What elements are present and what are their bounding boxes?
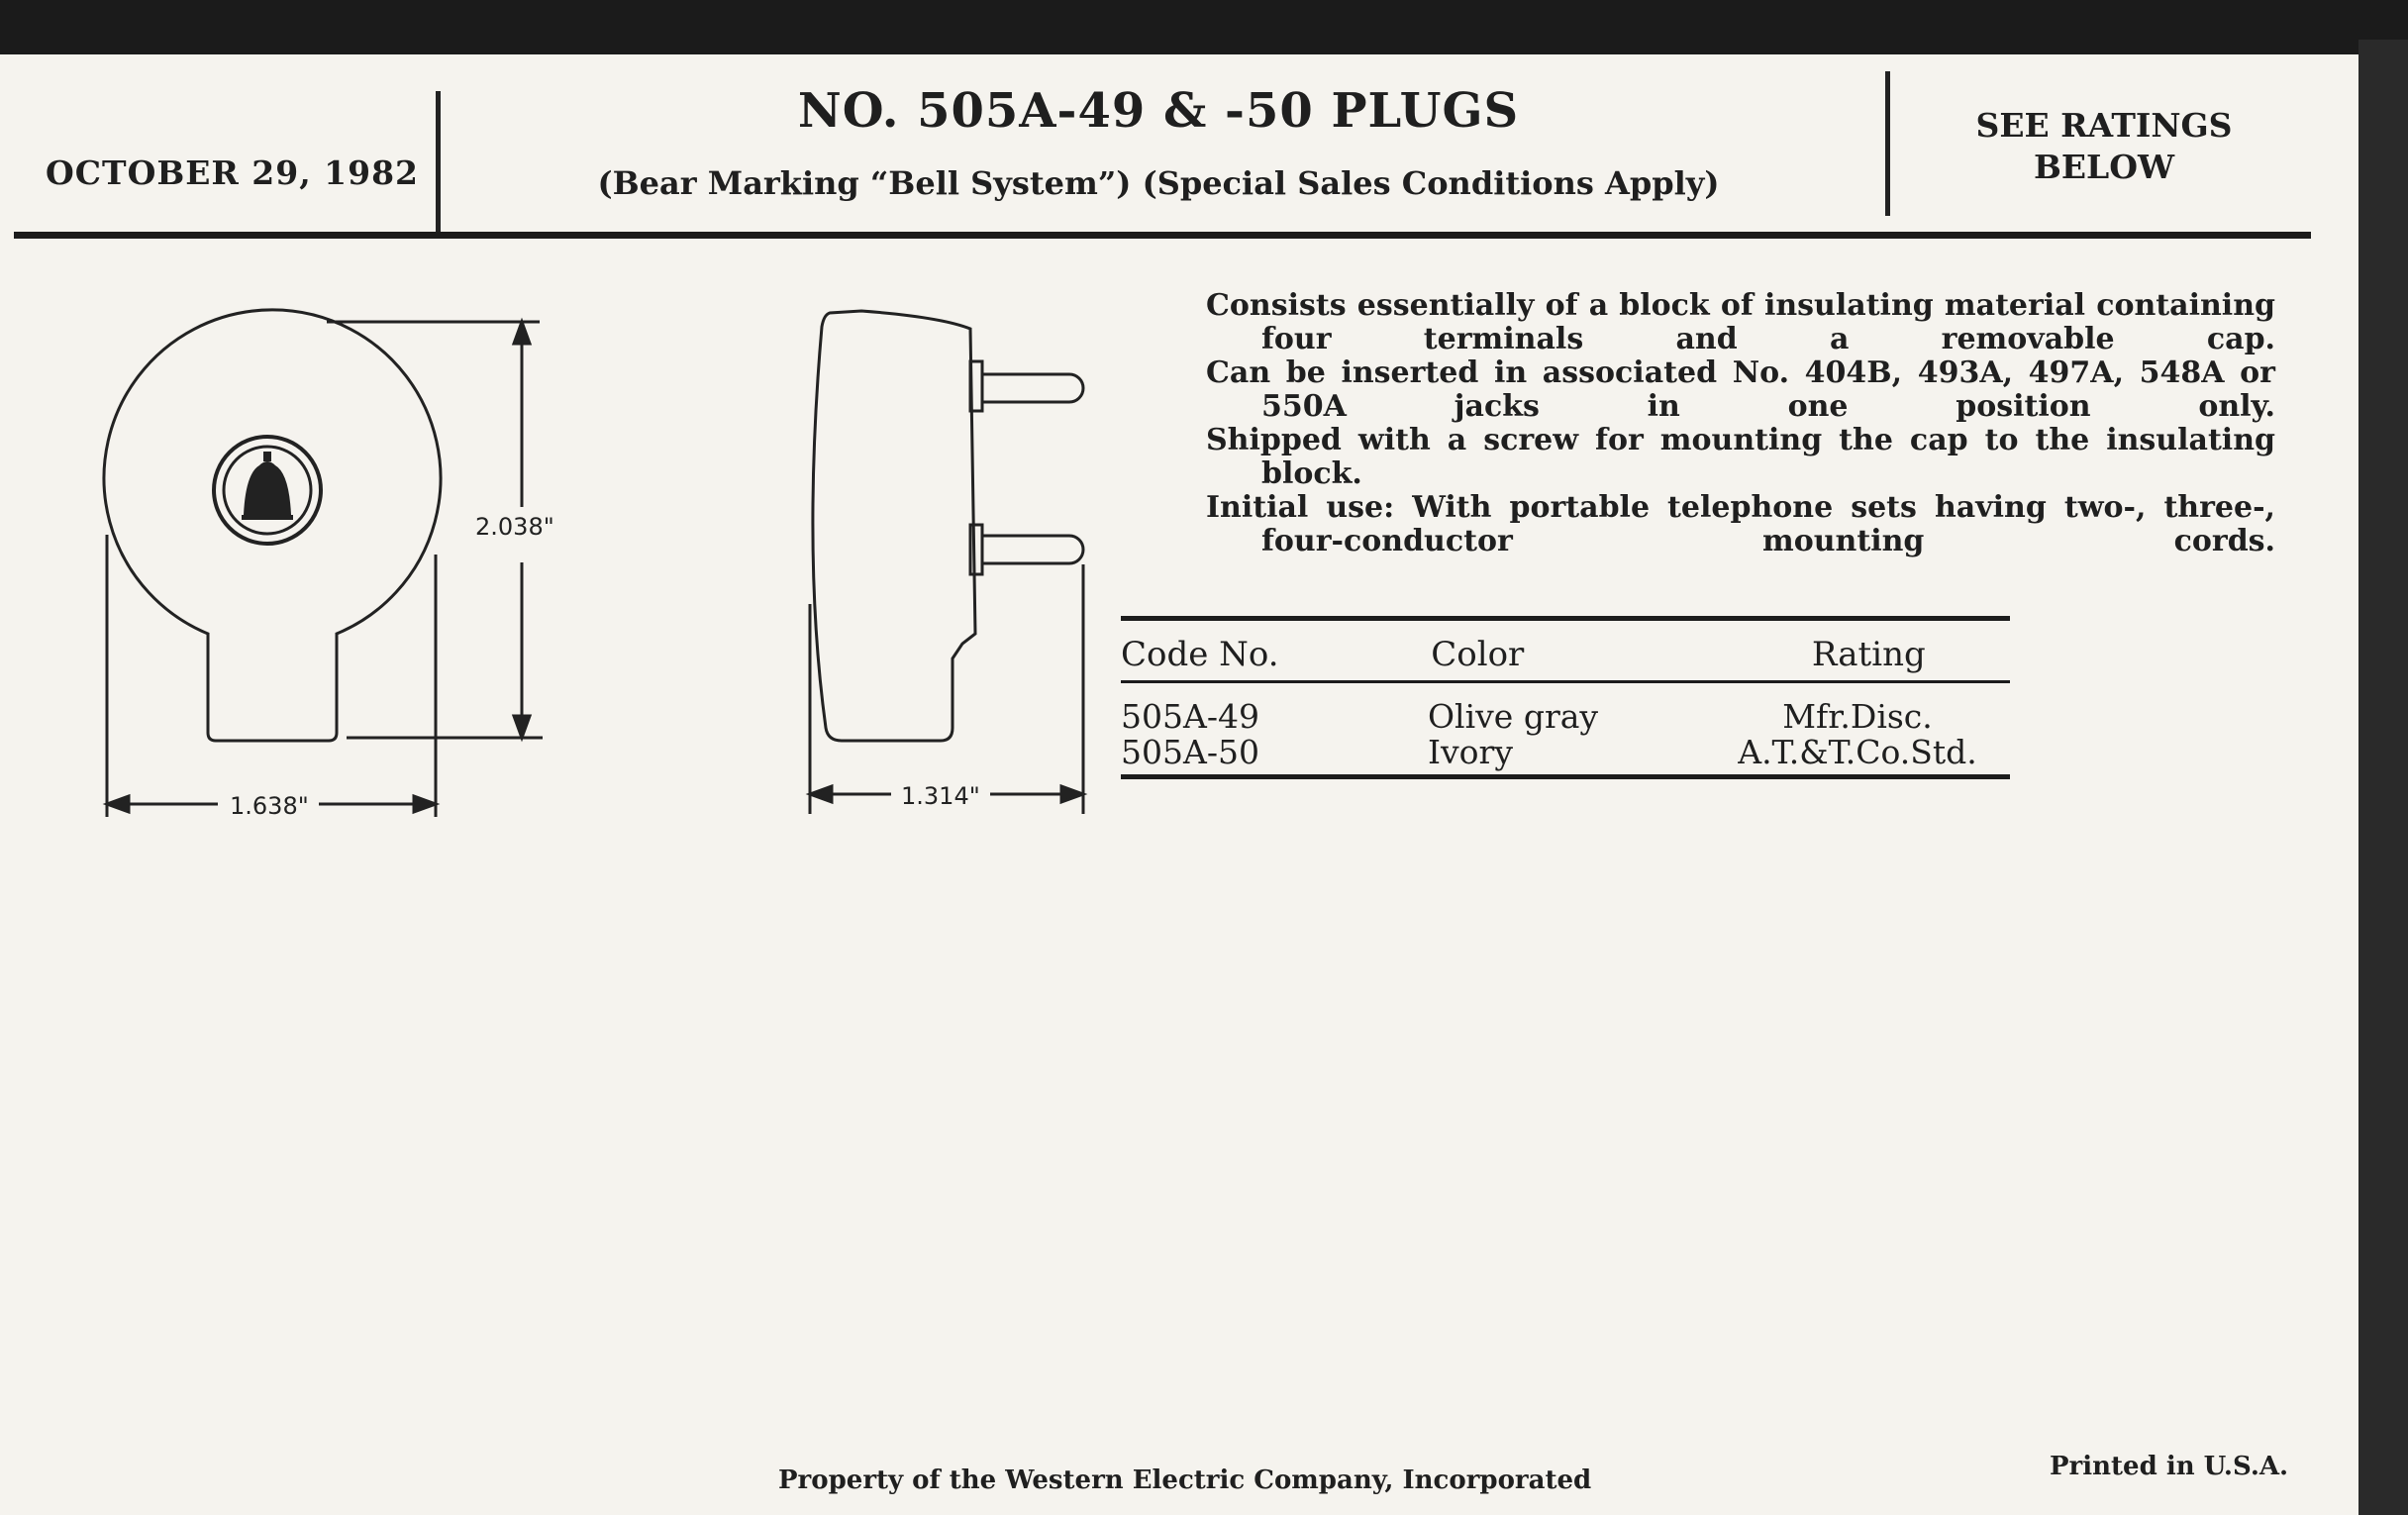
front-height-label: 2.038" [475,513,554,541]
column-header-color: Color [1431,635,1525,674]
description-paragraph: Consists essentially of a block of insulating material containing four terminals and a removable cap. [1206,288,2275,356]
description-paragraph: Shipped with a screw for mounting the cap to the insulating block. [1206,423,2275,491]
column-header-code: Code No. [1121,635,1279,674]
sheet-date: OCTOBER 29, 1982 [46,153,420,192]
description-paragraph: Can be inserted in associated No. 404B, 493A, 497A, 548A or 550A jacks in one position only. [1206,355,2275,424]
front-width-label: 1.638" [230,792,309,820]
column-header-rating: Rating [1811,635,1926,674]
printed-notice: Printed in U.S.A. [2050,1452,2289,1481]
property-notice: Property of the Western Electric Company, Incorporated [778,1465,1592,1495]
table-row [1121,735,2010,770]
ratings-note-line2: BELOW [2033,148,2175,186]
description [1206,289,2275,558]
page-title: NO. 505A-49 & -50 PLUGS [797,83,1520,139]
color-cell: Ivory [1428,733,1513,771]
front-view-drawing [104,310,543,817]
page-subtitle: (Bear Marking “Bell System”) (Special Sales Conditions Apply) [597,164,1720,202]
table-rule-bottom [1121,774,2010,779]
side-view-drawing [810,311,1083,814]
description-paragraph: Initial use: With portable telephone sets having two-, three-, four-conductor mounting cords. [1206,490,2275,558]
rating-cell: Mfr.Disc. [1782,697,1933,736]
code-cell: 505A-49 [1121,697,1259,736]
side-width-label: 1.314" [901,782,980,810]
color-cell: Olive gray [1428,697,1599,736]
ratings-table [1121,616,2010,779]
rating-cell: A.T.&T.Co.Std. [1738,733,1977,771]
table-header-row [1121,621,2010,672]
code-cell: 505A-50 [1121,733,1259,771]
ratings-note-line1: SEE RATINGS [1975,106,2233,145]
table-body [1121,683,2010,770]
table-row [1121,699,2010,735]
